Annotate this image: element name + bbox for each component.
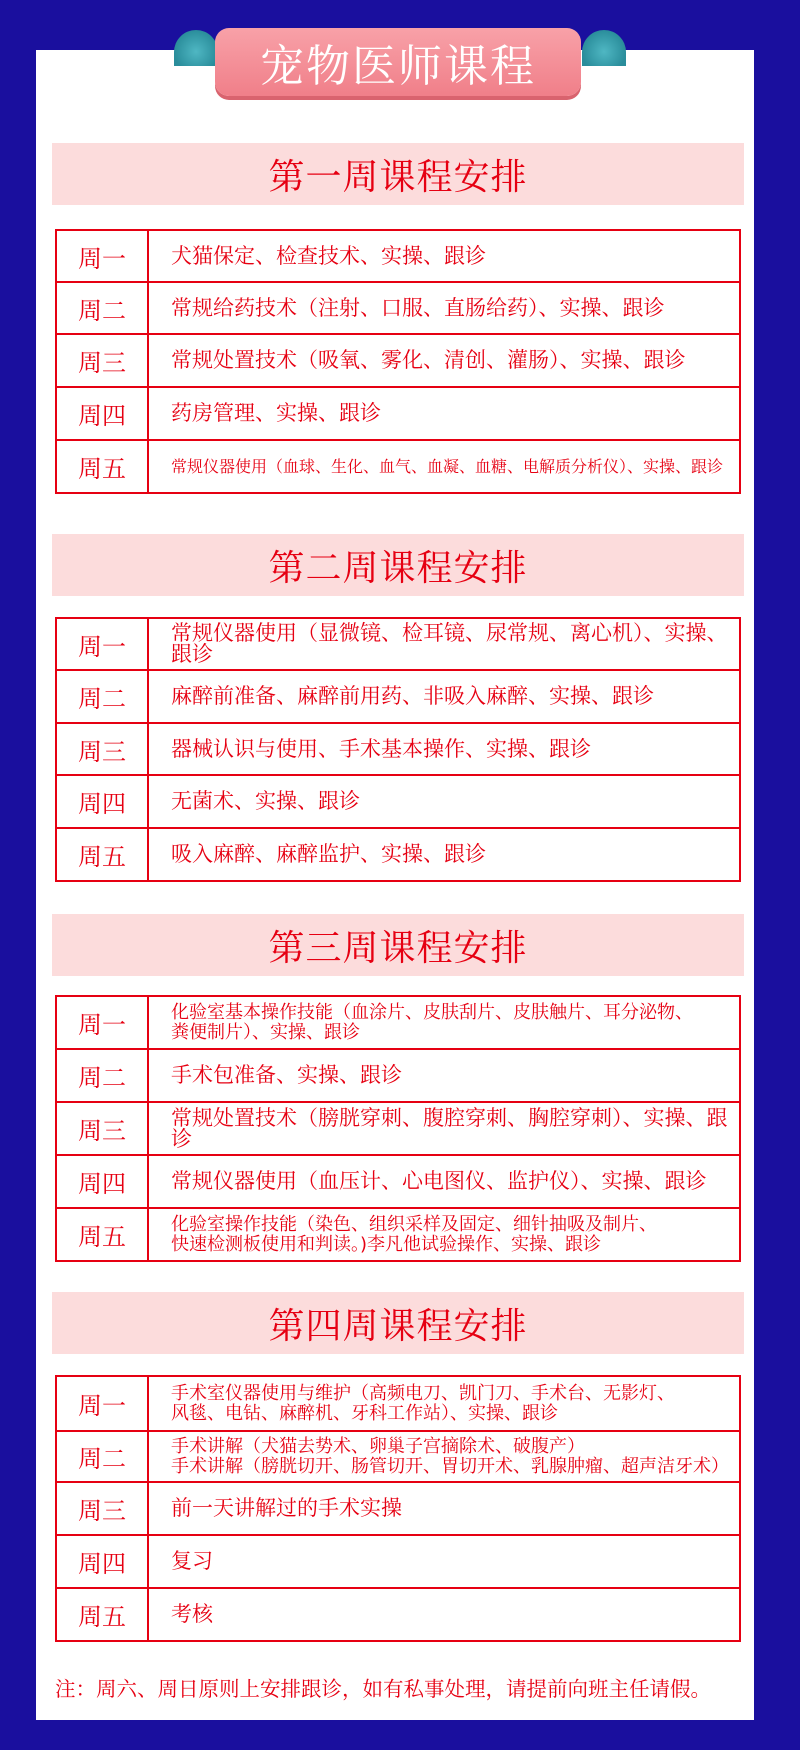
course-cell <box>148 723 740 775</box>
course-text: 常规仪器使用（血球、生化、血气、血凝、血糖、电解质分析仪）、实操、跟诊 <box>171 456 724 476</box>
week-heading: 第四周课程安排 <box>52 1292 744 1354</box>
course-cell <box>148 1588 740 1641</box>
day-cell: 周一 <box>56 230 148 282</box>
table-row <box>56 1049 740 1102</box>
course-cell <box>148 1049 740 1102</box>
table-row <box>56 618 740 670</box>
table-row <box>56 440 740 493</box>
day-cell: 周三 <box>56 1482 148 1535</box>
banner-ornament-left <box>174 30 218 66</box>
course-cell <box>148 1431 740 1482</box>
week-schedule-table <box>55 617 741 882</box>
course-text: 风毯、电钻、麻醉机、牙科工作站）、实操、跟诊 <box>171 1402 558 1424</box>
course-text: 常规处置技术（吸氧、雾化、清创、灌肠）、实操、跟诊 <box>171 348 686 372</box>
day-cell: 周四 <box>56 1535 148 1588</box>
week-schedule-table <box>55 229 741 494</box>
course-text: 快速检测板使用和判读。)李凡他试验操作、实操、跟诊 <box>171 1233 602 1255</box>
page-title: 宠物医师课程 <box>215 28 581 96</box>
table-row <box>56 1155 740 1208</box>
table-row <box>56 723 740 775</box>
course-cell <box>148 775 740 828</box>
table-row <box>56 1431 740 1482</box>
course-text: 常规处置技术（膀胱穿刺、腹腔穿刺、胸腔穿刺）、实操、跟诊 <box>171 1105 728 1151</box>
course-cell <box>148 670 740 723</box>
week-heading: 第三周课程安排 <box>52 914 744 976</box>
day-cell: 周四 <box>56 775 148 828</box>
day-cell: 周四 <box>56 387 148 440</box>
course-cell <box>148 1155 740 1208</box>
table-row <box>56 670 740 723</box>
course-cell <box>148 828 740 881</box>
week-schedule-table <box>55 1375 741 1642</box>
day-cell: 周三 <box>56 723 148 775</box>
course-text: 手术讲解（膀胱切开、肠管切开、胃切开术、乳腺肿瘤、超声洁牙术） <box>171 1455 729 1477</box>
course-text: 无菌术、实操、跟诊 <box>171 789 360 813</box>
table-row <box>56 1482 740 1535</box>
course-cell <box>148 1208 740 1261</box>
day-cell: 周二 <box>56 670 148 723</box>
week-schedule-table <box>55 995 741 1262</box>
week-heading: 第二周课程安排 <box>52 534 744 596</box>
table-row <box>56 387 740 440</box>
day-cell: 周一 <box>56 1376 148 1431</box>
course-cell <box>148 440 740 493</box>
table-row <box>56 828 740 881</box>
day-cell: 周二 <box>56 1049 148 1102</box>
course-cell <box>148 1102 740 1155</box>
course-cell <box>148 334 740 387</box>
table-row <box>56 775 740 828</box>
day-cell: 周四 <box>56 1155 148 1208</box>
course-cell <box>148 1535 740 1588</box>
week-heading: 第一周课程安排 <box>52 143 744 205</box>
course-text: 常规给药技术（注射、口服、直肠给药）、实操、跟诊 <box>171 295 665 320</box>
course-text: 常规仪器使用（血压计、心电图仪、监护仪）、实操、跟诊 <box>171 1169 707 1193</box>
day-cell: 周五 <box>56 1208 148 1261</box>
table-row <box>56 1588 740 1641</box>
course-text: 麻醉前准备、麻醉前用药、非吸入麻醉、实操、跟诊 <box>171 684 654 708</box>
course-text: 手术讲解（犬猫去势术、卵巢子宫摘除术、破腹产） <box>171 1435 585 1457</box>
table-row <box>56 282 740 334</box>
table-row <box>56 334 740 387</box>
table-row <box>56 1535 740 1588</box>
banner-ornament-right <box>582 30 626 66</box>
course-text: 粪便制片）、实操、跟诊 <box>171 1021 360 1043</box>
course-cell <box>148 996 740 1049</box>
course-text: 复习 <box>171 1549 213 1573</box>
day-cell: 周一 <box>56 618 148 670</box>
course-text: 常规仪器使用（显微镜、检耳镜、尿常规、离心机）、实操、跟诊 <box>171 621 728 666</box>
course-text: 考核 <box>171 1602 213 1626</box>
table-row <box>56 1208 740 1261</box>
day-cell: 周二 <box>56 1431 148 1482</box>
day-cell: 周一 <box>56 996 148 1049</box>
course-text: 手术包准备、实操、跟诊 <box>171 1063 402 1087</box>
course-cell <box>148 387 740 440</box>
course-cell <box>148 1482 740 1535</box>
table-row <box>56 1102 740 1155</box>
table-row <box>56 1376 740 1431</box>
course-cell <box>148 618 740 670</box>
table-row <box>56 996 740 1049</box>
day-cell: 周二 <box>56 282 148 334</box>
course-text: 药房管理、实操、跟诊 <box>171 401 381 425</box>
day-cell: 周五 <box>56 1588 148 1641</box>
course-text: 吸入麻醉、麻醉监护、实操、跟诊 <box>171 842 486 866</box>
day-cell: 周三 <box>56 1102 148 1155</box>
day-cell: 周三 <box>56 334 148 387</box>
day-cell: 周五 <box>56 440 148 493</box>
course-cell <box>148 1376 740 1431</box>
course-text: 化验室基本操作技能（血涂片、皮肤刮片、皮肤触片、耳分泌物、 <box>171 1001 693 1023</box>
course-text: 手术室仪器使用与维护（高频电刀、凯门刀、手术台、无影灯、 <box>171 1382 675 1404</box>
course-cell <box>148 282 740 334</box>
footer-note: 注：周六、周日原则上安排跟诊，如有私事处理，请提前向班主任请假。 <box>55 1677 711 1701</box>
course-text: 化验室操作技能（染色、组织采样及固定、细针抽吸及制片、 <box>171 1213 657 1235</box>
course-cell <box>148 230 740 282</box>
day-cell: 周五 <box>56 828 148 881</box>
course-text: 前一天讲解过的手术实操 <box>171 1496 402 1520</box>
course-text: 器械认识与使用、手术基本操作、实操、跟诊 <box>171 736 591 761</box>
course-text: 犬猫保定、检查技术、实操、跟诊 <box>171 243 486 268</box>
table-row <box>56 230 740 282</box>
